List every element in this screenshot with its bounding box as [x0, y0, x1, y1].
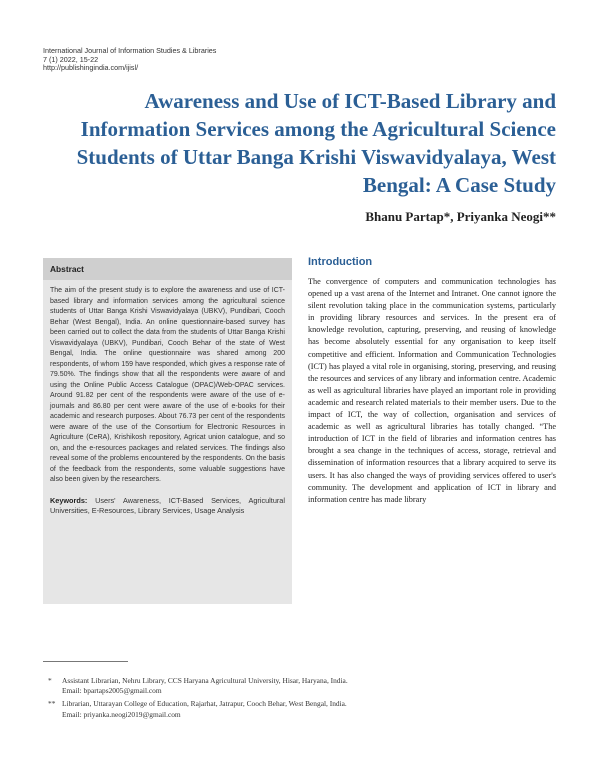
abstract-heading: Abstract [43, 258, 292, 280]
introduction-body: The convergence of computers and communication technologies has opened up a vast arena of the Internet and Intranet. One cannot ignore the silent revolution taking place in the communication systems, particularly in providing library resources and services. In the present era of knowledge revolution, capturing, preserving, and reusing of knowledge has become absolutely essential for any organisation to keep itself competitive and efficient. Information and Communication Technologies (ICT) has played a vital role in organising, storing, preserving, and reusing the resources and services of any library and information centre. Academic as well as agricultural libraries have played an important role in providing academic and research related materials to their member users. Due to the impact of ICT, the way of collection, organisation and services of academic as well as agricultural libraries has totally changed. “The introduction of ICT in the field of libraries and information centres has brought a sea change in the techniques of access, storage, retrieval and dissemination of information resources that a library acquired to serve its users. It has also changed the ways of providing services offered to user's community. The development and application of ICT in library and information centre has made library [308, 277, 556, 504]
footnote-divider [43, 661, 128, 662]
keywords [50, 496, 285, 517]
abstract-box [43, 258, 292, 604]
journal-volume: 7 (1) 2022, 15-22 [43, 54, 99, 64]
article-title: Awareness and Use of ICT-Based Library and Information Services among the Agricultural Science Students of Uttar Banga Krishi Viswavidyalaya, West Bengal: A Case Study [76, 89, 556, 197]
footnote-mark: * [48, 676, 52, 685]
footnote-affiliation: Assistant Librarian, Nehru Library, CCS Haryana Agricultural University, Hisar, Haryana, India. [62, 676, 348, 685]
journal-name: International Journal of Information Studies & Libraries [43, 46, 217, 55]
introduction-heading: Introduction [308, 256, 373, 268]
footnote-email[interactable]: Email: bpartaps2005@gmail.com [62, 686, 162, 696]
author-list: Bhanu Partap*, Priyanka Neogi** [365, 209, 556, 224]
footnotes [48, 676, 548, 723]
abstract-body: The aim of the present study is to explore the awareness and use of ICT-based library and information services among the agricultural science students of Uttar Banga Krishi Viswavidyalaya (UBKV), Pundibari, Cooch Behar (West Bengal), India. An online questionnaire-based survey has been carried out to collect the data from the students of Uttar Banga Krishi Viswavidyalaya (UBKV), Pundibari, Cooch Behar of the state of West Bengal, India. The online questionnaire was shared among 200 respondents, of whom 159 have responded, which gives a response rate of 79.50%. The findings show that all the respondents were aware of and using the Online Public Access Catalogue (OPAC)/Web-OPAC services. Around 91.82 per cent of the respondents were aware of the use of e-journals and 86.80 per cent were aware of the use of e-books for their academic and research purposes. About 76.73 per cent of the respondents were aware of the use of the Consortium for Electronic Resources in Agriculture (CeRA), Krishikosh repository, Agricat union catalogue, and so on, and the e-resources packages and related services. The findings also reveal some of the problems encountered by the respondents. On the basis of the feedback from the respondents, some valuable suggestions have also been given by the researchers. [50, 287, 285, 483]
footnote-item [48, 676, 548, 696]
footnote-email[interactable]: Email: priyanka.neogi2019@gmail.com [62, 709, 181, 719]
footnote-item [48, 699, 548, 719]
footnote-mark: ** [48, 699, 56, 709]
keywords-label: Keywords: [50, 495, 88, 505]
keywords-list: Users' Awareness, ICT-Based Services, Agricultural Universities, E-Resources, Library Services, Usage Analysis [50, 495, 285, 515]
journal-header [43, 47, 343, 73]
footnote-affiliation: Librarian, Uttarayan College of Education, Rajarhat, Jatrapur, Cooch Behar, West Bengal, India. [62, 699, 347, 709]
journal-url[interactable]: http://publishingindia.com/ijisl/ [43, 63, 139, 73]
